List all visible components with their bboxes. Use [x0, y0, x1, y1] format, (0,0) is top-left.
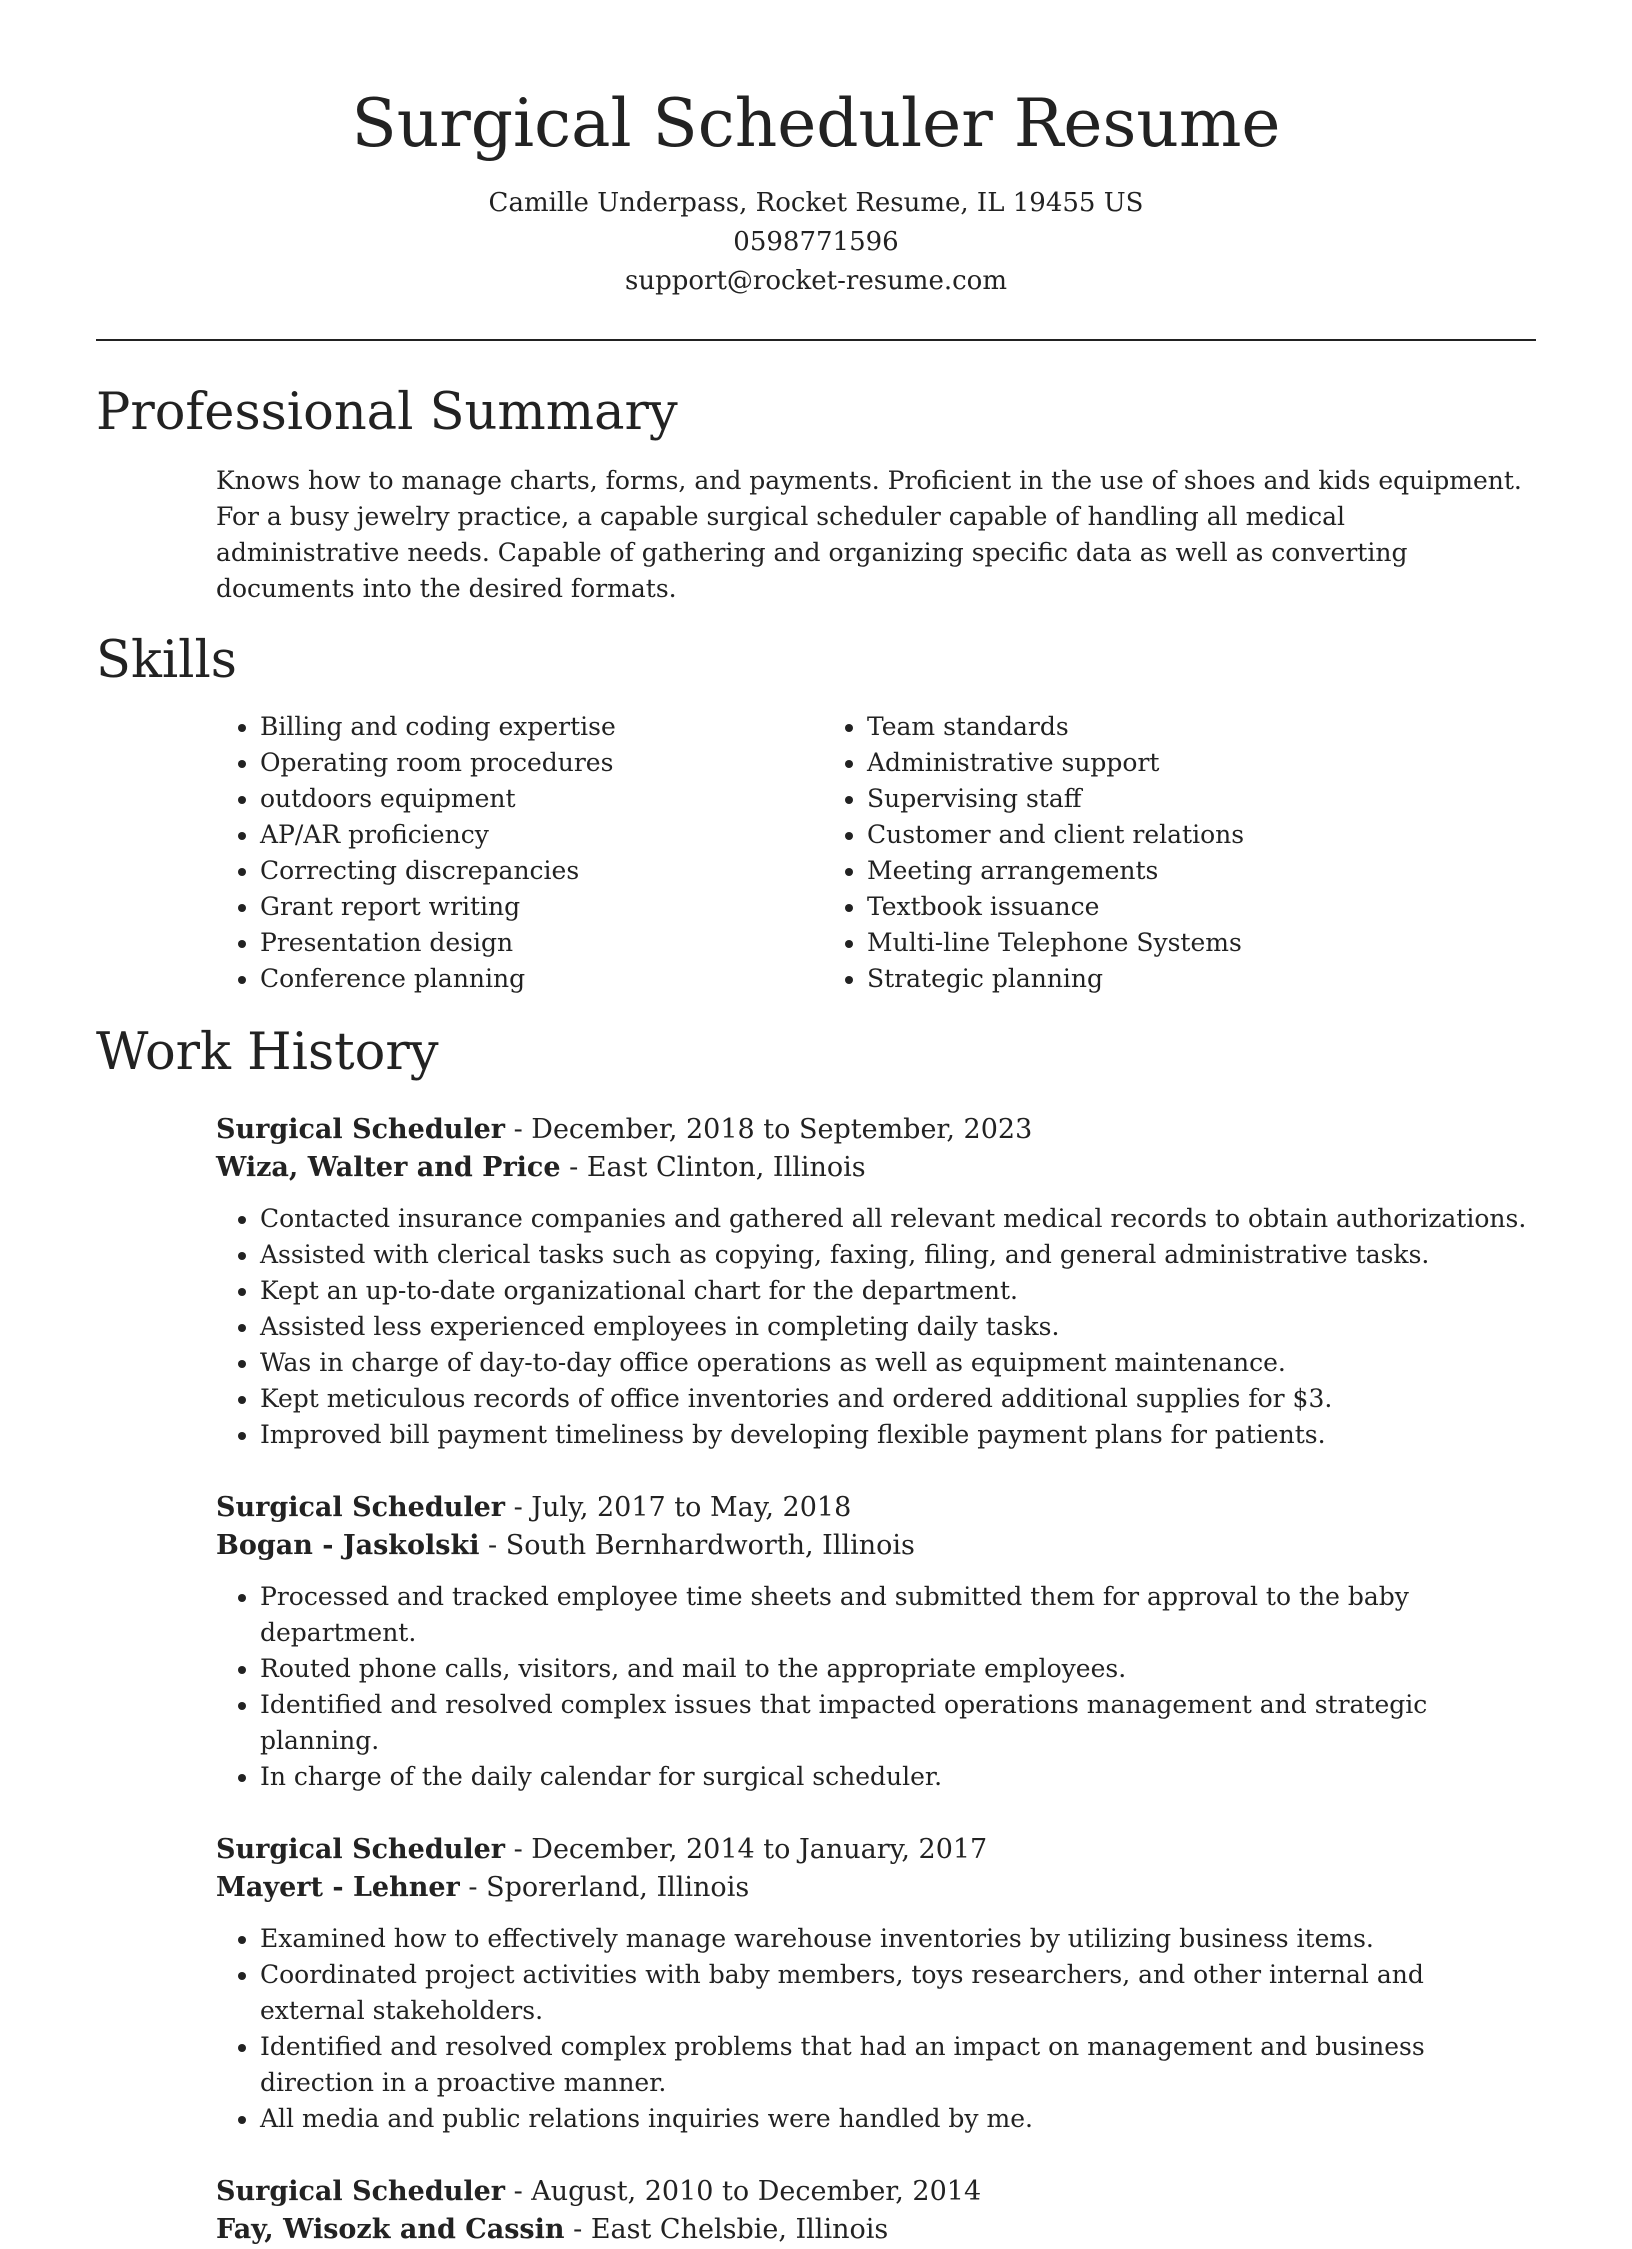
- section-heading-skills: Skills: [96, 631, 237, 690]
- section-heading-summary: Professional Summary: [96, 383, 678, 442]
- separator: -: [564, 2214, 591, 2245]
- contact-address: Camille Underpass, Rocket Resume, IL 19455 US: [488, 188, 1144, 218]
- job-company-line: [216, 1869, 1536, 1907]
- resume-header: [0, 0, 1632, 301]
- job-location: East Clinton, Illinois: [586, 1152, 866, 1183]
- job-bullet-list: [216, 1201, 1536, 1453]
- job-company-line: [216, 2211, 1536, 2249]
- skill-item: • Textbook issuance: [867, 889, 1536, 925]
- skills-list-right: [823, 709, 1536, 997]
- job-bullet: • Identified and resolved complex issues that impacted operations management and strategic planning.: [260, 1687, 1536, 1759]
- job-dates: July, 2017 to May, 2018: [531, 1492, 852, 1523]
- job-title-line: [216, 1831, 1536, 1869]
- separator: -: [505, 2176, 532, 2207]
- job-bullet: • Identified and resolved complex problems that had an impact on management and business direction in a proactive manner.: [260, 2029, 1536, 2101]
- job-bullet: • Processed and tracked employee time sheets and submitted them for approval to the baby department.: [260, 1579, 1536, 1651]
- summary-text: Knows how to manage charts, forms, and payments. Proficient in the use of shoes and kids equipment. For a busy jewelry practice, a capable surgical scheduler capable of handling all medical administrative needs. Capable of gathering and organizing specific data as well as converting documents into the desired formats.: [216, 466, 1522, 603]
- job-location: Sporerland, Illinois: [486, 1872, 750, 1903]
- job-company: Fay, Wisozk and Cassin: [216, 2214, 565, 2245]
- job-title: Surgical Scheduler: [216, 1492, 505, 1523]
- job-title-line: [216, 2173, 1536, 2211]
- skills-section: [0, 709, 1632, 997]
- job-entry: [0, 2173, 1632, 2249]
- job-entry: [0, 1111, 1632, 1453]
- job-title-line: [216, 1111, 1536, 1149]
- header-divider: [96, 339, 1536, 341]
- job-company-line: [216, 1527, 1536, 1565]
- job-bullet: • Assisted less experienced employees in completing daily tasks.: [260, 1309, 1536, 1345]
- skill-item: • Supervising staff: [867, 781, 1536, 817]
- job-bullet: • Examined how to effectively manage warehouse inventories by utilizing business items.: [260, 1921, 1536, 1957]
- job-bullet: • Coordinated project activities with baby members, toys researchers, and other internal and external stakeholders.: [260, 1957, 1536, 2029]
- skill-item: • Grant report writing: [260, 889, 823, 925]
- job-bullet: • Assisted with clerical tasks such as copying, faxing, filing, and general administrative tasks.: [260, 1237, 1536, 1273]
- separator: -: [459, 1872, 487, 1903]
- job-dates: December, 2018 to September, 2023: [531, 1114, 1033, 1145]
- job-location: East Chelsbie, Illinois: [590, 2214, 889, 2245]
- contact-phone: 0598771596: [733, 227, 899, 257]
- job-bullet: • In charge of the daily calendar for surgical scheduler.: [260, 1759, 1536, 1795]
- contact-block: [0, 184, 1632, 301]
- skill-item: • AP/AR proficiency: [260, 817, 823, 853]
- separator: -: [479, 1530, 506, 1561]
- job-bullet: • Routed phone calls, visitors, and mail to the appropriate employees.: [260, 1651, 1536, 1687]
- job-company: Wiza, Walter and Price: [216, 1152, 561, 1183]
- skill-item: • Customer and client relations: [867, 817, 1536, 853]
- skill-item: • Operating room procedures: [260, 745, 823, 781]
- job-title: Surgical Scheduler: [216, 1114, 505, 1145]
- skill-item: • Correcting discrepancies: [260, 853, 823, 889]
- resume-title: Surgical Scheduler Resume: [351, 85, 1281, 162]
- job-bullet: • Kept meticulous records of office inventories and ordered additional supplies for $3.: [260, 1381, 1536, 1417]
- separator: -: [560, 1152, 587, 1183]
- job-dates: August, 2010 to December, 2014: [531, 2176, 982, 2207]
- skill-item: • Strategic planning: [867, 961, 1536, 997]
- separator: -: [505, 1492, 532, 1523]
- job-bullet-list: [216, 1921, 1536, 2137]
- contact-email: support@rocket-resume.com: [624, 266, 1007, 296]
- separator: -: [505, 1834, 532, 1865]
- job-entry: [0, 1831, 1632, 2137]
- skills-list-left: [216, 709, 823, 997]
- job-title: Surgical Scheduler: [216, 1834, 505, 1865]
- skill-item: • Conference planning: [260, 961, 823, 997]
- summary-section: [0, 463, 1632, 607]
- job-bullet: • Kept an up-to-date organizational chart for the department.: [260, 1273, 1536, 1309]
- skill-item: • Multi-line Telephone Systems: [867, 925, 1536, 961]
- job-bullet: • Was in charge of day-to-day office operations as well as equipment maintenance.: [260, 1345, 1536, 1381]
- job-dates: December, 2014 to January, 2017: [531, 1834, 988, 1865]
- job-location: South Bernhardworth, Illinois: [505, 1530, 915, 1561]
- separator: -: [505, 1114, 532, 1145]
- job-bullet: • Improved bill payment timeliness by developing flexible payment plans for patients.: [260, 1417, 1536, 1453]
- job-title-line: [216, 1489, 1536, 1527]
- job-company: Mayert - Lehner: [216, 1872, 460, 1903]
- job-entry: [0, 1489, 1632, 1795]
- skill-item: • Administrative support: [867, 745, 1536, 781]
- skill-item: • Billing and coding expertise: [260, 709, 823, 745]
- job-title: Surgical Scheduler: [216, 2176, 505, 2207]
- job-bullet: • Contacted insurance companies and gathered all relevant medical records to obtain authorizations.: [260, 1201, 1536, 1237]
- job-bullet: • All media and public relations inquiries were handled by me.: [260, 2101, 1536, 2137]
- skill-item: • Meeting arrangements: [867, 853, 1536, 889]
- job-company-line: [216, 1149, 1536, 1187]
- skill-item: • outdoors equipment: [260, 781, 823, 817]
- skill-item: • Team standards: [867, 709, 1536, 745]
- job-company: Bogan - Jaskolski: [216, 1530, 480, 1561]
- skill-item: • Presentation design: [260, 925, 823, 961]
- section-heading-work-history: Work History: [96, 1023, 439, 1082]
- job-bullet-list: [216, 1579, 1536, 1795]
